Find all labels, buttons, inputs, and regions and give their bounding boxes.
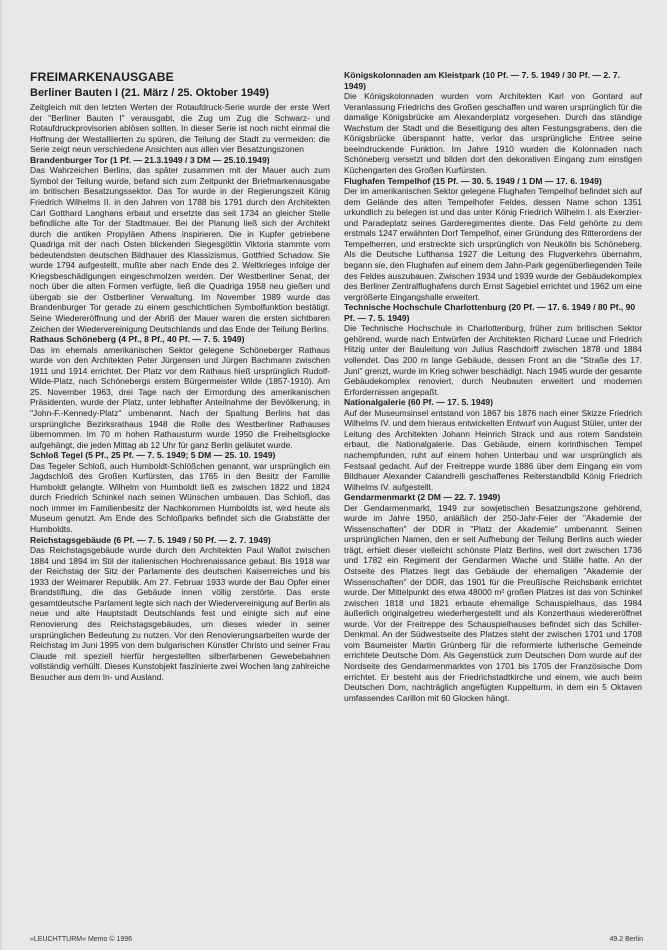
left-column	[30, 70, 330, 682]
section-text-schloss-tegel: Das Tegeler Schloß, auch Humboldt-Schlößchen genannt, war ursprünglich ein Jagdschloß des Großen Kurfürsten, das 1765 in den Besitz der Familie Humboldt gelangte. Wilhelm von Humboldt ließ es zwischen 1822 und 1824 durch Friedrich Schinkel nach seinen Wünschen umbauen. Das Schloß, das noch immer im Familienbesitz der Nachkommen Humboldts ist, wird heute als Museum genutzt. Am Ende des Schloßparks befindet sich die Grabstätte der Humboldts.	[30, 460, 330, 535]
section-text-brandenburger-tor: Das Wahrzeichen Berlins, das später zusammen mit der Mauer auch zum Symbol der Teilung wurde, befand sich zum Zeitpunkt der Briefmarkenausgabe im britischen Besatzungssektor. Das Tor wurde in der Regierungszeit König Friedrich Wilhelms II. in den Jahren von 1788 bis 1791 durch den Architekten Carl Gotthard Langhans erbaut und ersetzte das seit 1734 an gleicher Stelle befindliche alte Tor der Stadtmauer. Bei der Planung ließ sich der Architekt durch die antiken Propyläen Athens inspirieren. Die in Kupfer getriebene Quadriga mit der nach Osten blickenden Siegesgöttin Viktoria stammte vom bedeutendsten deutschen Bildhauer des Klassizismus, Gottfried Schadow. Sie wurde 1794 aufgestellt, mußte aber nach Ende des 2. Weltkrieges infolge der Kriegsbeschädigungen eingeschmolzen werden. Der Westberliner Senat, der noch über die alten Formen verfügte, ließ die Quadriga 1958 neu gießen und übergab sie der Ostberliner Verwaltung. Im November 1989 wurde das Brandenburger Tor gerade zu einem geschichtlichen Symbolfunktion bestätigt. Seine Wiedereröffnung und der Abriß der Mauer waren die ersten sichtbaren Zeichen der Wiedervereinigung Deutschlands und das Ende der Teilung Berlins.	[30, 165, 330, 334]
page-title: FREIMARKENAUSGABE	[30, 70, 174, 84]
right-column	[344, 70, 642, 703]
section-heading-nationalgalerie: Nationalgalerie (60 Pf. — 17. 5. 1949)	[344, 397, 494, 408]
page-edge	[0, 0, 2, 950]
section-text-nationalgalerie: Auf der Museumsinsel entstand von 1867 bis 1876 nach einer Skizze Friedrich Wilhelms IV. und dem hieraus entwickelten Entwurf von August Stüler, unter der Leitung des Architekten Johann Heinrich Strack und aus rotem Sandstein erbaut, die Nationalgalerie. Das Gebäude, einem korinthischen Tempel nachempfunden, ruht auf einem hohen Unterbau und war ursprünglich als Festsaal gedacht. Auf der Freitreppe wurde 1886 über dem Eingang ein vom Bildhauer Alexander Calandrelli geschaffenes Reiterstandbild König Friedrich Wilhelms IV. aufgestellt.	[344, 407, 642, 492]
footer-page-number: 49.2 Berlin	[609, 936, 643, 943]
section-heading-rathaus-schoeneberg: Rathaus Schöneberg (4 Pf., 8 Pf., 40 Pf. — 7. 5. 1949)	[30, 334, 245, 345]
footer-copyright: »LEUCHTTURM« Memo © 1996	[30, 936, 133, 943]
section-heading-gendarmenmarkt: Gendarmenmarkt (2 DM — 22. 7. 1949)	[344, 492, 501, 503]
section-text-reichstagsgebaeude: Das Reichstagsgebäude wurde durch den Architekten Paul Wallot zwischen 1884 und 1894 im Stil der italienischen Hochrenaissance gebaut. Bis 1918 war der Reichstag der Sitz der Parlamente des deutschen Kaiserreiches und bis 1933 der Weimarer Republik. Am 27. Februar 1933 wurde der Bau Opfer einer Brandstiftung, die das Gebäude innen völlig zerstörte. Das erste gesamtdeutsche Parlament legte sich nach der Wiedervereinigung auf Berlin als neue und alte Hauptstadt Deutschlands fest und einigte sich auf eine Renovierung des Reichstagsgebäudes, um dieses wieder in seiner ursprünglichen Bedeutung zu nutzen. Vor den Renovierungsarbeiten wurde der Reichstag im Juni 1995 von dem bulgarischen Künstler Christo und seiner Frau Claude mit speziell hierfür hergestellten silberfarbenen Gewebebahnen vollständig verhüllt. Dieses Kunstobjekt faszinierte zwei Wochen lang zahlreiche Besucher aus dem In- und Ausland.	[30, 545, 330, 682]
section-heading-flughafen-tempelhof: Flughafen Tempelhof (15 Pf. — 30. 5. 1949 / 1 DM — 17. 6. 1949)	[344, 175, 602, 186]
section-text-koenigskolonnaden: Die Königskolonnaden wurden vom Architekten Karl von Gontard auf Veranlassung Friedrichs des Großen geschaffen und waren ursprünglich für die damalige Königsbrücke am Alexanderplatz vorgesehen. Durch das ständige Wachstum der Stadt und die Beseitigung des alten Festungsgrabens, den die Königsbrücke überspannt hatte, verlor das ursprüngliche Entree seine beeindruckende Funktion. Im Jahre 1910 wurden die Kolonnaden nach Schöneberg versetzt und bilden dort den dekorativen Eingang zum einstigen Küchengarten des Großen Kurfürsten.	[344, 91, 642, 176]
section-text-gendarmenmarkt: Der Gendarmenmarkt, 1949 zur sowjetischen Besatzungszone gehörend, wurde im Jahre 1950, anläßlich der 250-Jahr-Feier der "Akademie der Wissenschaften" der DDR in "Platz der Akademie" umbenannt. Seinen ursprünglichen Namen, den er seit Aufhebung der Teilung Berlins auch wieder trägt, erhielt dieser vielleicht schönste Platz Berlins, weil dort zwischen 1736 und 1782 ein Regiment der Gendarmen Wache und Ställe hatte. An der Ostseite des Platzes liegt das Gebäude der ehemaligen "Akademie der Wissenschaften" der DDR, das 1901 für die Preußische Reichsbank errichtet wurde. Der Mittelpunkt des etwa 48000 m² großen Platzes ist das von Schinkel zwischen 1818 und 1821 erbaute ehemalige Schauspielhaus, das 1984 äußerlich originalgetreu wiederhergestellt und als Konzerthaus wiedereröffnet wurde. Vor der Freitreppe des Schauspielhauses befindet sich das Schiller-Denkmal. An der Südwestseite des Platzes steht der zwischen 1701 und 1708 vom Baumeister Martin Grünberg für die reformierte lutherische Gemeinde errichtete Deutsche Dom. Als Gegenstück zum Deutschen Dom wurde auf der Nordseite des Gendarmenmarktes von 1701 bis 1705 der Französische Dom errichtet. Er besteht aus der Friedrichstadtkirche und einem, wie auch beim Deutschen Dom, nachträglich angefügten Kuppelturm, in dem ein 5 Oktaven umfassendes Carillon mit 60 Glocken hängt.	[344, 502, 642, 703]
section-text-rathaus-schoeneberg: Das im ehemals amerikanischen Sektor gelegene Schöneberger Rathaus wurde von den Architekten Peter Jürgensen und Jürgen Bachmann zwischen 1911 und 1914 errichtet. Der Platz vor dem Rathaus hieß ursprünglich Rudolf-Wilde-Platz, nach Schönebergs erstem Bürgermeister Wilde (1857-1910). Am 25. November 1963, drei Tage nach der Ermordung des amerikanischen Präsidenten, wurde der Platz, unter lebhafter Anteilnahme der Bevölkerung, in "John-F.-Kennedy-Platz" umbenannt. Nach der Spaltung Berlins hat das ursprüngliche Bezirksrathaus 1948 die Rolle des Westberliner Rathauses übernommen. Im 70 m hohen Rathausturm wurde 1950 die Freiheitsglocke aufgehängt, die jeden Mittag ab 12 Uhr für ganz Berlin geläutet wurde.	[30, 344, 330, 450]
section-heading-brandenburger-tor: Brandenburger Tor (1 Pf. — 21.3.1949 / 3 DM — 25.10.1949)	[30, 154, 270, 165]
section-heading-koenigskolonnaden: Königskolonnaden am Kleistpark (10 Pf. — 7. 5. 1949 / 30 Pf. — 2. 7. 1949)	[344, 70, 621, 91]
section-text-technische-hochschule: Die Technische Hochschule in Charlottenburg, früher zum britischen Sektor gehörend, wurde nach Entwürfen der Architekten Richard Lucae und Friedrich Hitzig unter der Bauleitung von Julius Raschdorff zwischen 1878 und 1884 vollendet. Das 200 m lange Gebäude, dessen Front an die "Straße des 17. Juni" grenzt, wurde im Krieg schwer beschädigt. Nach 1945 wurde der gesamte Gebäudekomplex renoviert, durch Neubauten erweitert und modernen Erfordernissen angepaßt.	[344, 323, 642, 397]
page-subtitle: Berliner Bauten I (21. März / 25. Oktober 1949)	[30, 87, 270, 99]
intro-paragraph: Zeitgleich mit den letzten Werten der Rotaufdruck-Serie wurde der erste Wert der "Berliner Bauten I" verausgabt, die Zug um Zug die Schwarz- und Rotaufdruckprovisorien ablösen sollten. In dieser Serie ist noch nicht einmal die Hoffnung der Westalliierten zu spüren, die Teilung der Stadt zu vermeiden: die Serie zeigt neun verschiedene Ansichten aus allen vier Besatzungszonen	[30, 102, 330, 155]
section-heading-technische-hochschule: Technische Hochschule Charlottenburg (20 Pf. — 17. 6. 1949 / 80 Pf., 90 Pf. — 7. 5. 1949)	[344, 302, 636, 323]
section-heading-reichstagsgebaeude: Reichstagsgebäude (6 Pf. — 7. 5. 1949 / 50 Pf. — 2. 7. 1949)	[30, 534, 271, 545]
section-heading-schloss-tegel: Schloß Tegel (5 Pf., 25 Pf. — 7. 5. 1949; 5 DM — 25. 10. 1949)	[30, 450, 276, 461]
section-text-flughafen-tempelhof: Der im amerikanischen Sektor gelegene Flughafen Tempelhof befindet sich auf dem Gelände des alten Tempelhofer Feldes, dessen Name schon 1351 urkundlich zu belegen ist und das unter König Friedrich Wilhelm I. als Exerzier- und Paradeplatz seines Garderegimentes diente. Das Feld gehörte zu dem erstmals 1247 erwähnten Dorf Tempelhof, einer Gründung des Ritterordens der Tempelherren, und erstreckte sich ursprünglich von Neukölln bis Schöneberg. Als die Deutsche Lufthansa 1927 die Leitung des Flugverkehrs übernahm, begann sie, den Flughafen auf einem dem Jahn-Park gegenüberliegenden Teile des Feldes auszubauen. Zwischen 1934 und 1939 wurde der Gebäudekomplex des Berliner Zentralflughafens durch Ernst Sagebiel errichtet und 1962 um eine vergrößerte Eingangshalle erweitert.	[344, 186, 642, 302]
